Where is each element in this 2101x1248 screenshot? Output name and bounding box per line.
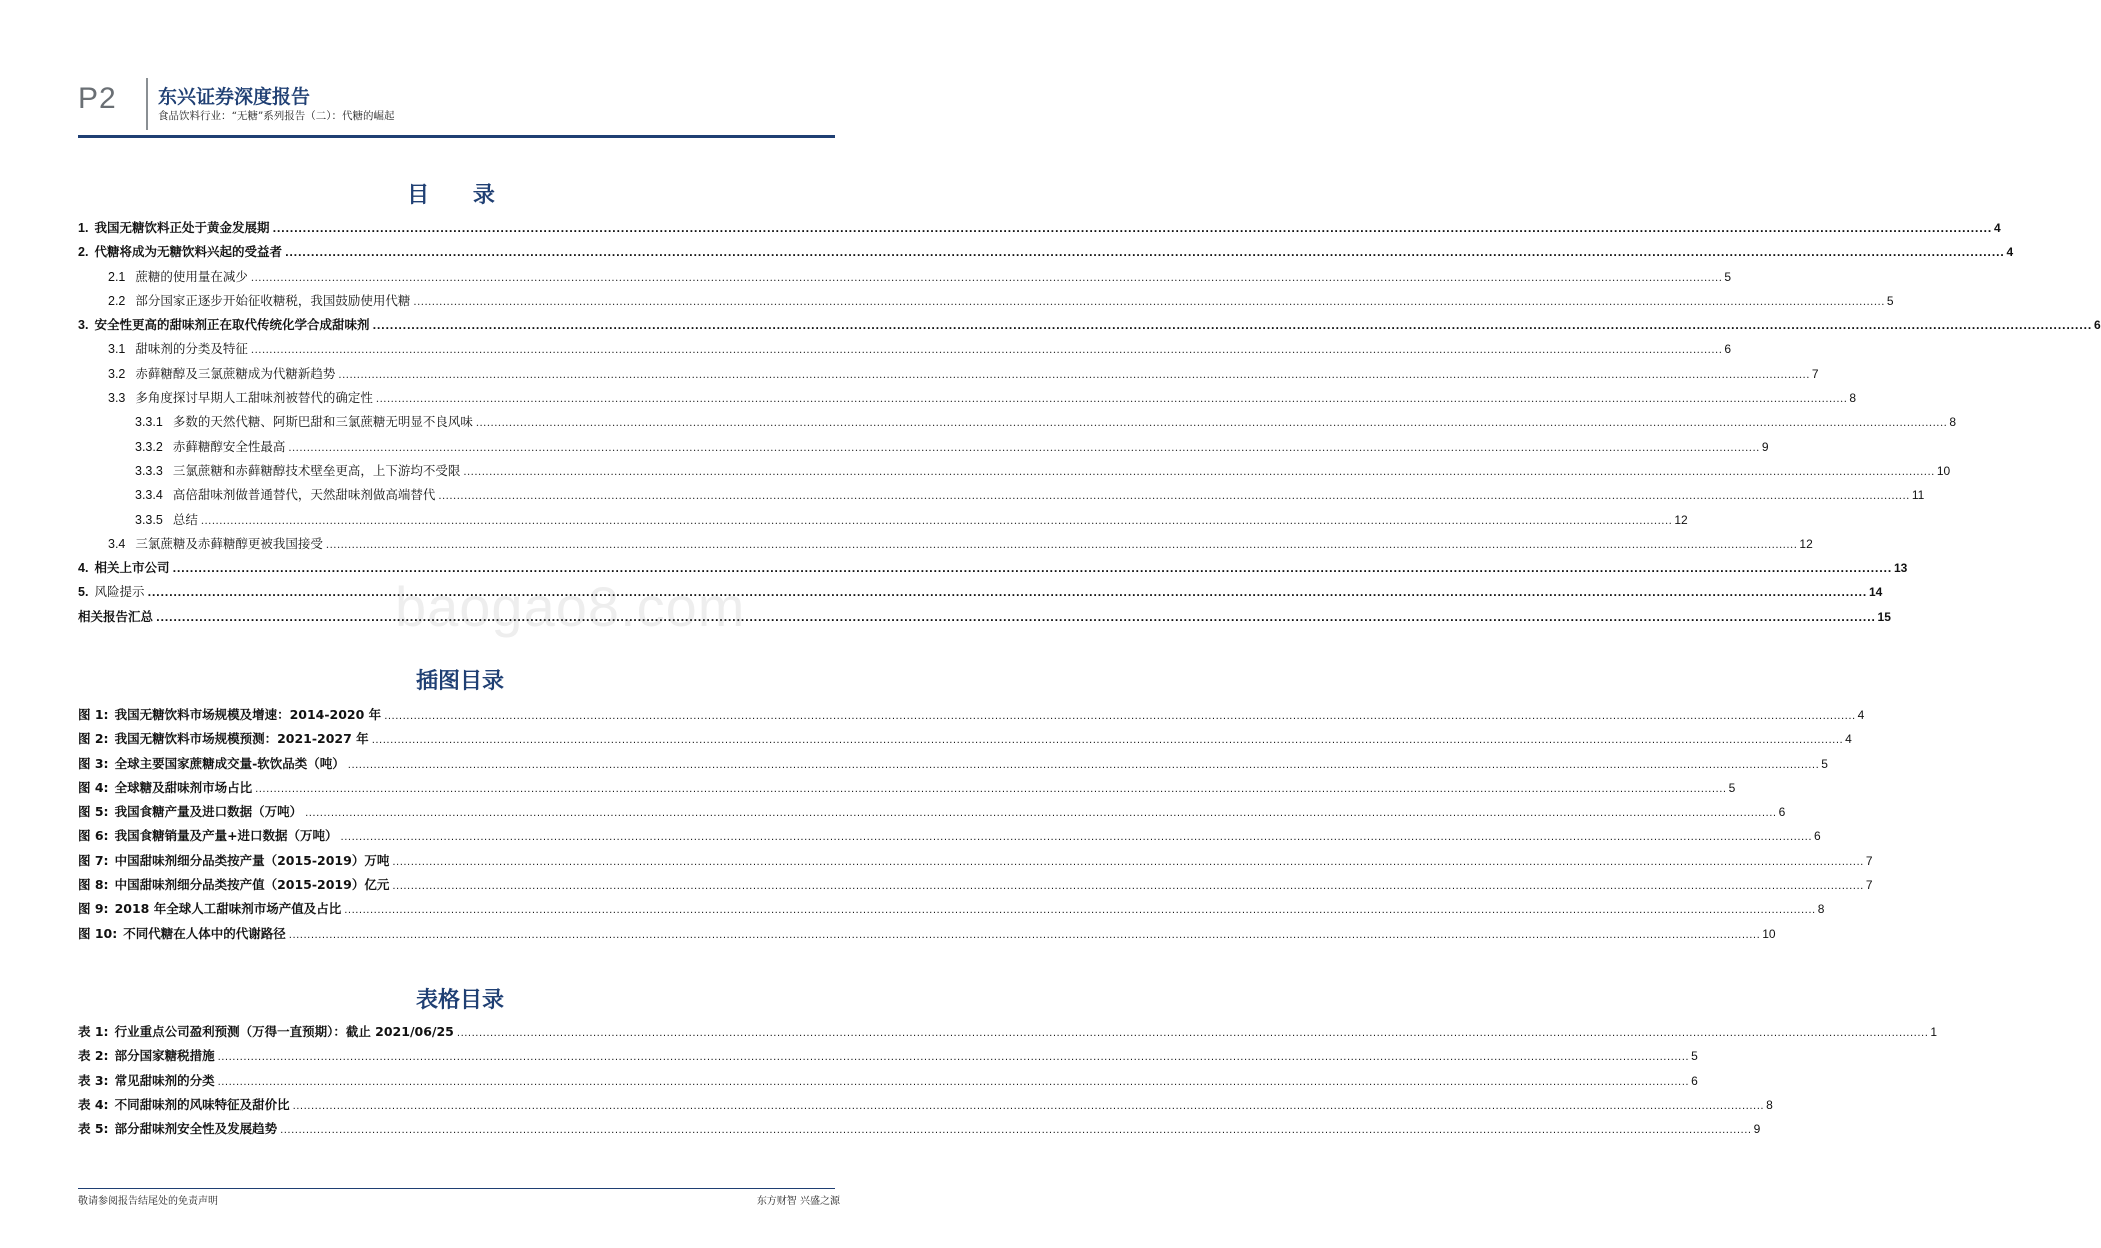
toc-entry-page: 6: [1724, 342, 1732, 357]
figure-entry-number: 图 4:: [78, 779, 109, 795]
figure-entry-text: 我国无糖饮料市场规模预测：2021-2027 年: [114, 731, 369, 747]
figure-entry[interactable]: [78, 826, 1821, 850]
toc-leader: ................................................................................................................................................................................................................................................................................................................................................................................................................: [463, 466, 1935, 478]
toc-entry-text: 我国无糖饮料正处于黄金发展期: [94, 220, 270, 235]
figure-entry-text: 2018 年全球人工甜味剂市场产值及占比: [114, 901, 342, 917]
figure-entry-text: 全球糖及甜味剂市场占比: [114, 779, 253, 795]
toc-entry-text: 甜味剂的分类及特征: [135, 341, 248, 357]
toc-entry-page: 11: [1911, 488, 1925, 503]
toc-entry-page: 4: [1993, 221, 2001, 235]
figure-entry-page: 10: [1762, 926, 1776, 941]
toc-entry-number: 4.: [78, 561, 89, 576]
figure-entry-page: 5: [1728, 780, 1736, 795]
toc-entry-page: 7: [1811, 366, 1819, 381]
toc-leader: ................................................................................................................................................................................................................................................................................................................................................................................................................: [250, 345, 1723, 357]
toc-entry[interactable]: [78, 388, 1857, 412]
toc-entry-text: 多数的天然代糖、阿斯巴甜和三氯蔗糖无明显不良风味: [172, 414, 473, 430]
toc-leader: ................................................................................................................................................................................................................................................................................................................................................................................................................: [325, 539, 1798, 551]
toc-leader: ................................................................................................................................................................................................................................................................................................................................................................................................................: [392, 881, 1864, 893]
figure-entry-text: 不同代糖在人体中的代谢路径: [123, 925, 286, 941]
toc-entry[interactable]: [78, 291, 1894, 315]
toc-entry-text: 高倍甜味剂做普通替代，天然甜味剂做高端替代: [172, 487, 436, 503]
toc-list: [78, 218, 2101, 631]
toc-leader: ................................................................................................................................................................................................................................................................................................................................................................................................................: [217, 1076, 1690, 1088]
table-entry-text: 部分甜味剂安全性及发展趋势: [114, 1121, 278, 1137]
table-entry[interactable]: [78, 1022, 1938, 1046]
toc-entry-page: 5: [1724, 269, 1732, 284]
figure-list: [78, 705, 1873, 948]
toc-entry-page: 8: [1949, 415, 1956, 430]
table-entry-number: 表 3:: [78, 1072, 109, 1088]
toc-entry-page: 9: [1761, 439, 1769, 454]
toc-entry[interactable]: [78, 315, 2101, 339]
toc-leader: ................................................................................................................................................................................................................................................................................................................................................................................................................: [372, 321, 2092, 333]
table-entry-number: 表 1:: [78, 1024, 109, 1039]
report-title: 东兴证券深度报告: [158, 86, 311, 108]
table-entry[interactable]: [78, 1119, 1761, 1143]
report-header: [78, 76, 835, 138]
toc-entry-number: 3.2: [108, 366, 126, 381]
table-entry-number: 表 2:: [78, 1048, 109, 1064]
footer-slogan: 东方财智 兴盛之源: [756, 1196, 840, 1207]
toc-entry-number: 3.: [78, 318, 89, 333]
toc-leader: ................................................................................................................................................................................................................................................................................................................................................................................................................: [392, 856, 1864, 868]
toc-leader: ................................................................................................................................................................................................................................................................................................................................................................................................................: [340, 832, 1813, 844]
toc-entry-number: 3.3.4: [135, 488, 163, 503]
toc-leader: ................................................................................................................................................................................................................................................................................................................................................................................................................: [344, 905, 1816, 917]
figure-entry-number: 图 10:: [78, 925, 118, 941]
toc-leader: ................................................................................................................................................................................................................................................................................................................................................................................................................: [413, 296, 1885, 308]
table-entry-page: 9: [1753, 1122, 1761, 1137]
toc-entry-number: 3.3.2: [135, 439, 163, 454]
figure-entry[interactable]: [78, 705, 1865, 729]
figure-entry[interactable]: [78, 778, 1736, 802]
toc-entry-text: 风险提示: [94, 584, 145, 600]
table-entry-text: 不同甜味剂的风味特征及甜价比: [114, 1096, 290, 1112]
toc-entry-text: 代糖将成为无糖饮料兴起的受益者: [94, 244, 282, 260]
figure-entry-number: 图 3:: [78, 755, 109, 771]
toc-entry-number: 3.3: [108, 391, 126, 406]
figure-entry[interactable]: [78, 802, 1786, 826]
toc-leader: ................................................................................................................................................................................................................................................................................................................................................................................................................: [200, 515, 1673, 527]
table-entry-number: 表 5:: [78, 1121, 109, 1137]
toc-leader: ................................................................................................................................................................................................................................................................................................................................................................................................................: [255, 783, 1727, 795]
table-entry-page: 6: [1691, 1073, 1698, 1088]
figure-entry-text: 中国甜味剂细分品类按产值（2015-2019）亿元: [114, 877, 390, 893]
figure-entry-number: 图 9:: [78, 901, 109, 917]
toc-leader: ................................................................................................................................................................................................................................................................................................................................................................................................................: [156, 612, 1876, 624]
figure-entry-text: 我国食糖产量及进口数据（万吨）: [114, 804, 303, 820]
toc-leader: ................................................................................................................................................................................................................................................................................................................................................................................................................: [272, 224, 1992, 235]
toc-entry[interactable]: [78, 510, 1688, 534]
toc-entry-number: 3.4: [108, 536, 126, 551]
figure-entry[interactable]: [78, 899, 1825, 923]
table-list: [78, 1022, 1938, 1143]
table-entry-page: 1: [1930, 1025, 1938, 1039]
toc-entry-number: 3.1: [108, 342, 126, 357]
toc-entry-text: 赤藓糖醇安全性最高: [172, 438, 286, 454]
toc-entry-page: 5: [1886, 293, 1894, 308]
toc-entry-text: 三氯蔗糖及赤藓糖醇更被我国接受: [135, 535, 323, 551]
toc-entry-text: 相关上市公司: [94, 560, 170, 576]
figure-entry-number: 图 7:: [78, 852, 109, 868]
footer-rule: [78, 1188, 835, 1189]
toc-entry-number: 1.: [78, 221, 89, 235]
toc-entry-number: 5.: [78, 585, 89, 600]
toc-leader: ................................................................................................................................................................................................................................................................................................................................................................................................................: [438, 491, 1910, 503]
toc-leader: ................................................................................................................................................................................................................................................................................................................................................................................................................: [217, 1052, 1690, 1064]
toc-entry[interactable]: [78, 534, 1813, 558]
watermark: baogao8.com: [395, 575, 746, 638]
figure-entry-text: 我国无糖饮料市场规模及增速：2014-2020 年: [114, 707, 382, 722]
toc-entry[interactable]: [78, 242, 2014, 266]
figure-entry-page: 5: [1821, 756, 1828, 771]
toc-entry-number: 2.: [78, 245, 89, 260]
toc-title: 目 录: [407, 183, 513, 208]
figure-entry-text: 我国食糖销量及产量+进口数据（万吨）: [114, 828, 338, 844]
toc-entry[interactable]: [78, 364, 1819, 388]
toc-entry[interactable]: [78, 339, 1732, 363]
toc-entry-page: 12: [1799, 536, 1813, 551]
figure-entry-page: 7: [1865, 853, 1873, 868]
toc-entry-page: 15: [1877, 609, 1891, 624]
toc-entry-text: 部分国家正逐步开始征收糖税，我国鼓励使用代糖: [135, 292, 411, 308]
report-subtitle: 食品饮料行业：“无糖”系列报告（二）：代糖的崛起: [158, 110, 395, 122]
figure-entry-number: 图 8:: [78, 877, 109, 893]
table-list-title: 表格目录: [415, 988, 504, 1013]
toc-entry-number: 2.2: [108, 293, 126, 308]
toc-entry-page: 4: [2006, 245, 2014, 260]
toc-entry[interactable]: [78, 412, 1956, 436]
table-entry-text: 常见甜味剂的分类: [114, 1072, 215, 1088]
toc-leader: ................................................................................................................................................................................................................................................................................................................................................................................................................: [338, 369, 1810, 381]
toc-entry-text: 三氯蔗糖和赤藓糖醇技术壁垒更高，上下游均不受限: [172, 462, 461, 478]
figure-list-title: 插图目录: [415, 669, 504, 694]
toc-entry-number: 3.3.1: [135, 415, 163, 430]
toc-leader: ................................................................................................................................................................................................................................................................................................................................................................................................................: [172, 564, 1892, 576]
footer-disclaimer: 敬请参阅报告结尾处的免责声明: [78, 1196, 218, 1207]
toc-leader: ................................................................................................................................................................................................................................................................................................................................................................................................................: [280, 1125, 1752, 1137]
figure-entry-page: 4: [1857, 708, 1865, 722]
toc-leader: ................................................................................................................................................................................................................................................................................................................................................................................................................: [147, 588, 1867, 600]
figure-entry-page: 7: [1865, 878, 1873, 893]
figure-entry-number: 图 5:: [78, 804, 109, 820]
figure-entry[interactable]: [78, 875, 1873, 899]
toc-entry-number: 3.3.5: [135, 512, 163, 527]
toc-entry-page: 6: [2093, 318, 2101, 333]
figure-entry[interactable]: [78, 924, 1776, 948]
toc-entry-page: 8: [1849, 391, 1857, 406]
toc-entry[interactable]: [78, 218, 2001, 242]
toc-entry-number: 3.3.3: [135, 463, 163, 478]
figure-entry-page: 8: [1817, 902, 1825, 917]
toc-entry-page: 14: [1868, 585, 1883, 600]
figure-entry-page: 6: [1778, 805, 1786, 820]
toc-entry[interactable]: [78, 461, 1951, 485]
toc-entry-page: 12: [1674, 512, 1688, 527]
toc-leader: ................................................................................................................................................................................................................................................................................................................................................................................................................: [305, 808, 1777, 820]
figure-entry[interactable]: [78, 729, 1852, 753]
table-entry-page: 5: [1691, 1049, 1698, 1064]
toc-entry-text: 安全性更高的甜味剂正在取代传统化学合成甜味剂: [94, 317, 370, 333]
toc-leader: ................................................................................................................................................................................................................................................................................................................................................................................................................: [371, 735, 1844, 747]
table-entry-text: 部分国家糖税措施: [114, 1048, 215, 1064]
table-entry[interactable]: [78, 1046, 1698, 1070]
toc-entry[interactable]: [78, 437, 1769, 461]
toc-entry-text: 总结: [172, 511, 198, 527]
table-entry-text: 行业重点公司盈利预测（万得一直预期）：截止 2021/06/25: [114, 1024, 454, 1039]
toc-leader: ................................................................................................................................................................................................................................................................................................................................................................................................................: [292, 1100, 1765, 1112]
toc-entry-text: 赤藓糖醇及三氯蔗糖成为代糖新趋势: [135, 365, 336, 381]
table-entry-page: 8: [1766, 1097, 1773, 1112]
toc-leader: ................................................................................................................................................................................................................................................................................................................................................................................................................: [384, 711, 1856, 722]
table-entry[interactable]: [78, 1095, 1773, 1119]
toc-entry-number: 2.1: [108, 269, 126, 284]
toc-leader: ................................................................................................................................................................................................................................................................................................................................................................................................................: [288, 929, 1761, 941]
toc-entry[interactable]: [78, 485, 1925, 509]
figure-entry[interactable]: [78, 754, 1828, 778]
figure-entry-number: 图 2:: [78, 731, 109, 747]
figure-entry-number: 图 1:: [78, 707, 109, 722]
toc-leader: ................................................................................................................................................................................................................................................................................................................................................................................................................: [456, 1028, 1929, 1039]
figure-entry-page: 6: [1814, 829, 1821, 844]
figure-entry-text: 全球主要国家蔗糖成交量-软饮品类（吨）: [114, 755, 345, 771]
toc-leader: ................................................................................................................................................................................................................................................................................................................................................................................................................: [288, 442, 1760, 454]
toc-leader: ................................................................................................................................................................................................................................................................................................................................................................................................................: [475, 418, 1948, 430]
toc-entry[interactable]: [78, 267, 1732, 291]
figure-entry-page: 4: [1845, 732, 1852, 747]
table-entry[interactable]: [78, 1071, 1698, 1095]
toc-leader: ................................................................................................................................................................................................................................................................................................................................................................................................................: [347, 759, 1820, 771]
toc-entry-text: 多角度探讨早期人工甜味剂被替代的确定性: [135, 390, 373, 406]
header-rule: [78, 135, 835, 138]
toc-leader: ................................................................................................................................................................................................................................................................................................................................................................................................................: [375, 394, 1848, 406]
toc-entry-text: 蔗糖的使用量在减少: [135, 268, 248, 284]
figure-entry-text: 中国甜味剂细分品类按产量（2015-2019）万吨: [114, 852, 390, 868]
table-entry-number: 表 4:: [78, 1096, 109, 1112]
page-number: P2: [78, 82, 117, 115]
toc-entry-text: 相关报告汇总: [78, 608, 154, 624]
figure-entry-number: 图 6:: [78, 828, 109, 844]
toc-leader: ................................................................................................................................................................................................................................................................................................................................................................................................................: [250, 272, 1723, 284]
header-divider: [146, 78, 148, 130]
toc-entry-page: 13: [1893, 561, 1908, 576]
figure-entry[interactable]: [78, 851, 1873, 875]
toc-leader: ................................................................................................................................................................................................................................................................................................................................................................................................................: [284, 248, 2005, 260]
toc-entry-page: 10: [1936, 463, 1951, 478]
